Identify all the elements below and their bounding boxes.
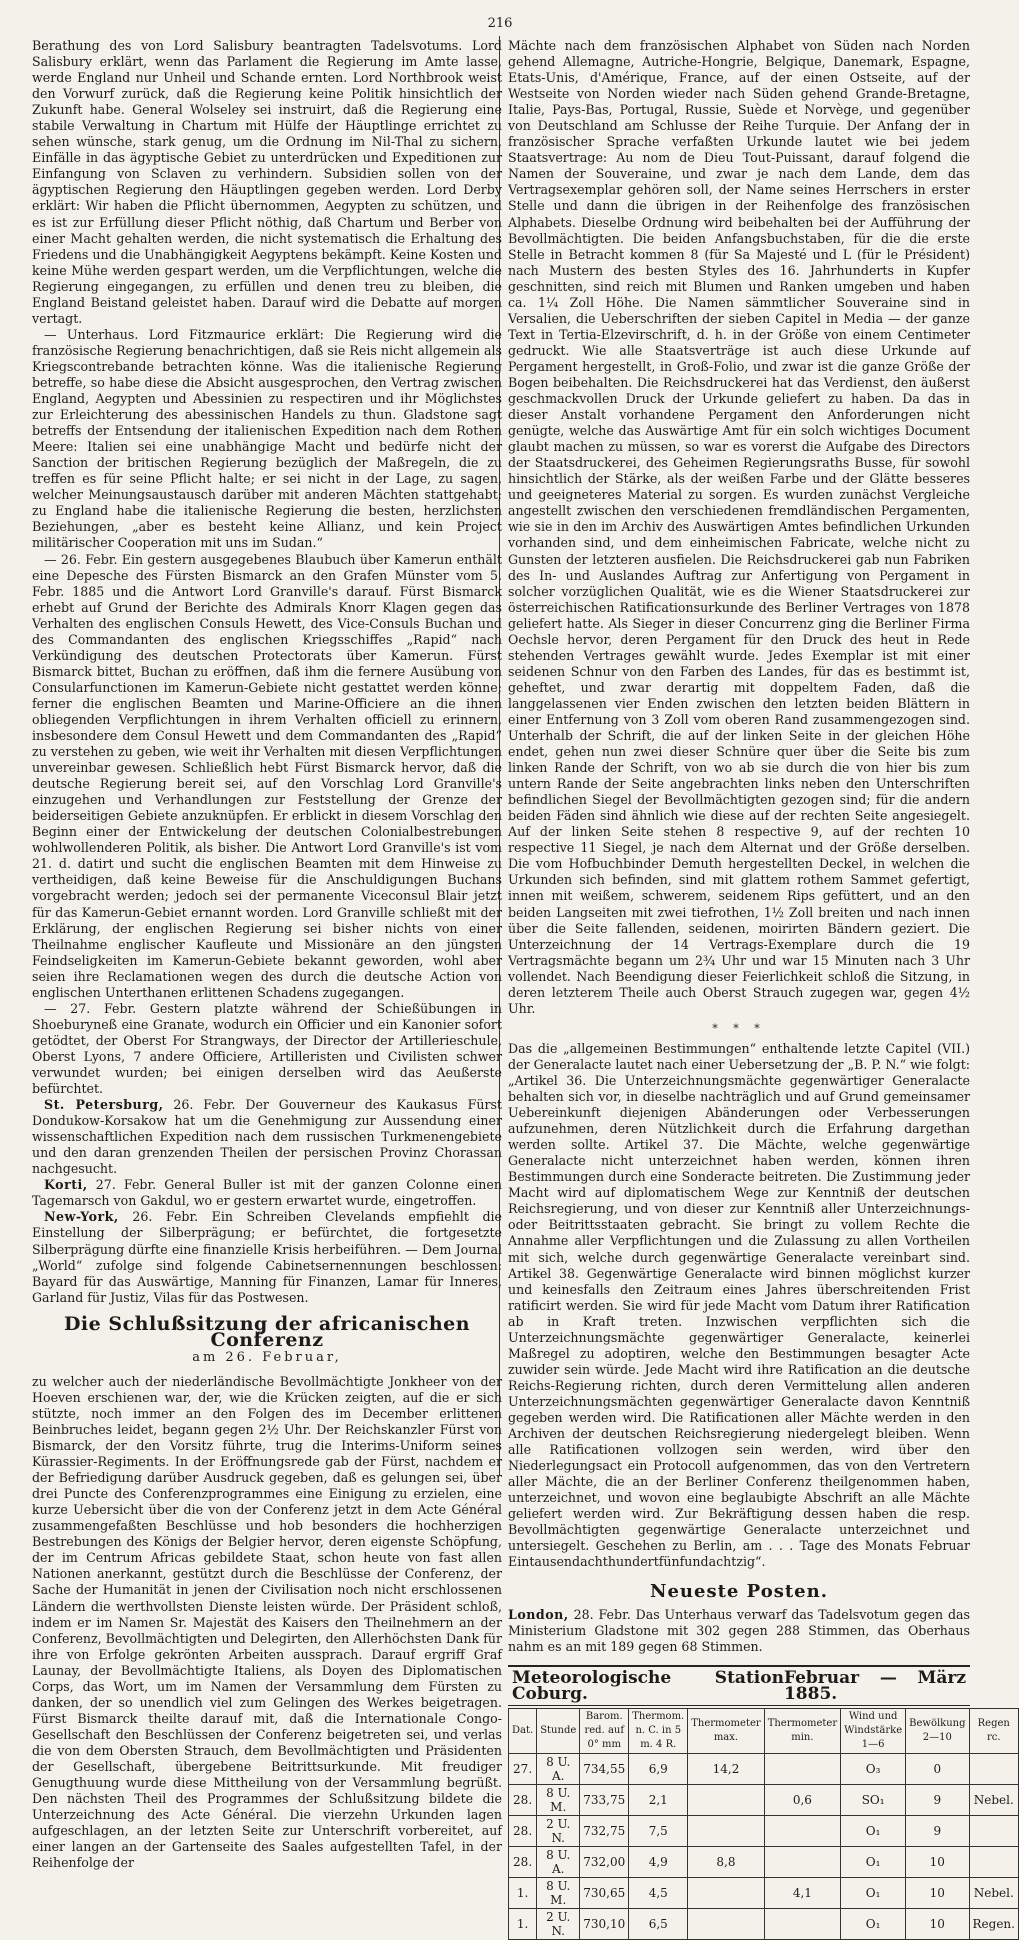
table-row <box>509 1753 1019 1784</box>
dispatch-text: 27. Febr. General Buller ist mit der ganzen Colonne einen Tagemarsch von Gakdul, wo er gestern erwartet wurde, eingetroffen. <box>32 1177 502 1209</box>
table-cell <box>764 1815 840 1846</box>
left-column <box>32 38 502 1871</box>
article-paragraph: — 26. Febr. Ein gestern ausgegebenes Blaubuch über Kamerun enthält eine Depesche des Fürsten Bismarck an den Grafen Münster vom 5. Febr. 1885 und die Antwort Lord Granville's darauf. Fürst Bismarck erhebt auf Grund der Berichte des Admirals Knorr Klagen gegen das Verhalten des englischen Consuls Hewett, des Vice-Consuls Buchan und des Commandanten des englischen Kriegsschiffes „Rapid“ nach Verkündigung des deutschen Protectorats über Kamerun. Fürst Bismarck bittet, Buchan zu eröffnen, daß ihm die fernere Ausübung von Consularfunctionen im Kamerun-Gebiete nicht gestattet werden könne; ferner die englischen Beamten und Marine-Officiere an die ihnen obliegenden Verpflichtungen in ihrem Verhalten officiell zu erinnern, insbesondere dem Consul Hewett und dem Commandanten des „Rapid“ zu verstehen zu geben, wie weit ihr Verhalten mit diesen Verpflichtungen unvereinbar gewesen. Schließlich hebt Fürst Bismarck hervor, daß die deutsche Regierung bereit sei, auf den Vorschlag Lord Granville's einzugehen und Verhandlungen zur Feststellung der Grenze der beiderseitigen Gebiete anzuknüpfen. Er erblickt in diesem Vorschlag den Beginn einer der Entwickelung der deutschen Colonialbestrebungen wohlwollenderen Politik, als bisher. Die Antwort Lord Granville's ist vom 21. d. datirt und sucht die englischen Beamten mit dem Hinweise zu vertheidigen, daß keine Beweise für die Anschuldigungen Buchans vorgebracht werden; jedoch sei der permanente Viceconsul Blair jetzt für das Kamerun-Gebiet ernannt worden. Lord Granville schließt mit der Erklärung, der englischen Regierung sei bisher nichts von einer Theilnahme englischer Kaufleute und Missionäre an den jüngsten Feindseligkeiten im Kamerun-Gebiete bekannt geworden, wohl aber seien ihre Reclamationen wegen des durch die deutsche Action von englischen Unterthanen erlittenen Schadens zugegangen. <box>32 551 502 1000</box>
table-cell: 4,1 <box>764 1877 840 1908</box>
table-cell: 732,75 <box>580 1815 629 1846</box>
table-cell: 8 U. A. <box>537 1753 580 1784</box>
meteo-header-cell: Thermometer max. <box>688 1708 764 1753</box>
table-cell: 2,1 <box>629 1784 688 1815</box>
table-cell: 8 U. M. <box>537 1877 580 1908</box>
table-cell: 8,8 <box>688 1846 764 1877</box>
table-row <box>509 1815 1019 1846</box>
article-paragraph: Mächte nach dem französischen Alphabet von Süden nach Norden gehend Allemagne, Autriche-Hongrie, Belgique, Danemark, Espagne, Etats-Unis, d'Amérique, France, auf der einen Ostseite, auf der Westseite von Norden wieder nach Süden gehend Grande-Bretagne, Italie, Pays-Bas, Portugal, Russie, Suède et Norvège, und gegenüber von Deutschland am Schlusse der Reihe Turquie. Der Anfang der in französischer Sprache verfaßten Urkunde lautet wie bei jedem Staatsvertrage: Au nom de Dieu Tout-Puissant, darauf folgend die Namen der Souveraine, und zwar je nach dem Lande, dem das Vertragsexemplar gehören soll, der Name seines Herrschers in erster Stelle und dann die übrigen in der Reihenfolge des französischen Alphabets. Dieselbe Ordnung wird beibehalten bei der Aufführung der Bevollmächtigten. Die beiden Anfangsbuchstaben, für die die erste Stelle in Betracht kommen 8 (für Sa Majesté und L (für le Président) nach Mustern des besten Styles des 16. Jahrhunderts in Kupfer geschnitten, sind reich mit Blumen und Ranken umgeben und haben ca. 1¼ Zoll Höhe. Die Namen sämmtlicher Souveraine sind in Versalien, die Ueberschriften der sieben Capitel in Media — der ganze Text in Tertia-Elzevirschrift, d. h. in der Größe von einem Centimeter gedruckt. Wie alle Staatsverträge ist auch diese Urkunde auf Pergament hergestellt, in Groß-Folio, und zwar ist die ganze Größe der Bogen beibehalten. Die Reichsdruckerei hat das Verdienst, den äußerst geschmackvollen Druck der Urkunde geliefert zu haben. Da das in dieser Anstalt vorhandene Pergament den Anforderungen nicht genügte, welche das Auswärtige Amt für ein solch wichtiges Document glaubt machen zu müssen, so war es vorerst die Aufgabe des Directors der Staatsdruckerei, des Geheimen Regierungsraths Busse, für sowohl hinsichtlich der Stärke, als der weißen Farbe und der Glätte besseres und geeigneteres Material zu sorgen. Es wurden zunächst Vergleiche angestellt zwischen den verschiedenen fremdländischen Pergamenten, wie sie in den im Archiv des Auswärtigen Amtes befindlichen Urkunden vorhanden sind, und dem einheimischen Fabricate, welche nicht zu Gunsten der letzteren ausfielen. Die Reichsdruckerei gab nun Fabriken des In- und Auslandes Auftrag zur Anfertigung von Pergament in solcher vorzüglichen Qualität, wie es die Wiener Staatsdruckerei zur österreichischen Ratificationsurkunde des Berliner Vertrages von 1878 geliefert hatte. Als Sieger in dieser Concurrenz ging die Berliner Firma Oechsle hervor, deren Pergament für den Druck des heut in Rede stehenden Vertrages gewählt wurde. Jedes Exemplar ist mit einer seidenen Schnur von den Farben des Landes, für das es bestimmt ist, geheftet, und zwar derartig mit doppeltem Faden, daß die langgelassenen vier Enden zwischen den letzten beiden Blättern in einer Entfernung von 3 Zoll vom oberen Rand zusammengezogen sind. Unterhalb der Schrift, die auf der linken Seite in der gleichen Höhe endet, gehen nun zwei dieser Schnüre quer über die Seite bis zum linken Rande der Schrift, von wo ab sie durch die von hier bis zum untern Rande der Seite angebrachten links neben den Unterschriften befindlichen Siegel der Bevollmächtigten gezogen sind; für die andern beiden Fäden sind ähnlich wie diese auf der rechten Seite angesiegelt. Auf der linken Seite stehen 8 respective 9, auf der rechten 10 respective 11 Siegel, je nach dem Alternat und der Größe derselben. Die vom Hofbuchbinder Demuth hergestellten Deckel, in welchen die Urkunden sich befinden, sind mit glattem rothem Sammet gefertigt, innen mit weißem, schwerem, seidenem Rips gefüttert, und an den beiden Langseiten mit zwei tiefrothen, 1½ Zoll breiten und nach innen über die Seite fallenden, seidenen, moirirten Bändern geziert. Die Unterzeichnung der 14 Vertrags-Exemplare durch die 19 Vertragsmächte begann um 2¾ Uhr und war 15 Minuten nach 3 Uhr vollendet. Nach Beendigung dieser Feierlichkeit schloß die Sitzung, in deren letzterem Theile auch Oberst Strauch zugegen war, gegen 4½ Uhr. <box>508 38 970 1016</box>
table-cell: 14,2 <box>688 1753 764 1784</box>
table-cell: SO₁ <box>841 1784 906 1815</box>
meteo-table-body <box>509 1753 1019 1939</box>
news-heading: Neueste Posten. <box>650 1581 828 1603</box>
table-cell <box>688 1815 764 1846</box>
meteo-title: Meteorologische Station Coburg. <box>512 1667 784 1704</box>
table-cell: Nebel. <box>969 1784 1018 1815</box>
table-row <box>509 1784 1019 1815</box>
table-cell <box>688 1908 764 1939</box>
table-cell <box>764 1908 840 1939</box>
table-cell: 28. <box>509 1784 537 1815</box>
table-cell: 9 <box>906 1815 969 1846</box>
news-paragraph <box>508 1607 970 1655</box>
table-cell: 8 U. M. <box>537 1784 580 1815</box>
dispatch-text: 26. Febr. Der Gouverneur des Kaukasus Fürst Dondukow-Korsakow hat um die Genehmigung zur Aussendung einer wissenschaftlichen Expedition nach dem russischen Turkmenengebiete und den daran grenzenden Theilen der persischen Provinz Chorassan nachgesucht. <box>32 1097 502 1177</box>
table-cell: 1. <box>509 1877 537 1908</box>
table-cell: 28. <box>509 1846 537 1877</box>
section-separator: * * * <box>712 1021 766 1035</box>
table-cell: O₁ <box>841 1846 906 1877</box>
table-cell: Nebel. <box>969 1877 1018 1908</box>
dispatch-paragraph <box>32 1209 502 1305</box>
table-cell <box>688 1784 764 1815</box>
table-cell: 10 <box>906 1846 969 1877</box>
table-cell: 6,9 <box>629 1753 688 1784</box>
meteo-header-row <box>509 1708 1019 1753</box>
table-row <box>509 1877 1019 1908</box>
table-cell: 9 <box>906 1784 969 1815</box>
table-cell <box>688 1877 764 1908</box>
article-paragraph: Berathung des von Lord Salisbury beantragten Tadelsvotums. Lord Salisbury erklärt, wenn das Parlament die Regierung im Amte lasse, werde England nur Unheil und Schande ernten. Lord Northbrook weist den Vorwurf zurück, daß die Regierung keine Politik hinsichtlich der Zukunft habe. General Wolseley sei instruirt, daß die Regierung eine stabile Verwaltung in Chartum mit Hülfe der Häuptlinge errichtet zu sehen wünsche, stark genug, um die Ordnung im Nil-Thal zu sichern, Einfälle in das ägyptische Gebiet zu unterdrücken und Expeditionen zur Einfangung von Sclaven zu verhindern. Subsidien sollen von der ägyptischen Regierung den Häuptlingen gegeben werden. Lord Derby erklärt: Wir haben die Pflicht übernommen, Aegypten zu schützen, und es ist zur Erfüllung dieser Pflicht nöthig, daß Chartum und Berber von einer Macht gehalten werden, die nicht systematisch die Erhaltung des Friedens und die Unabhängigkeit Aegyptens bekämpft. Keine Kosten und keine Mühe werden gespart werden, um die Verpflichtungen, welche die Regierung eingegangen, zu erfüllen und denen treu zu bleiben, die England Beistand geleistet haben. Darauf wird die Debatte auf morgen vertagt. <box>32 38 502 326</box>
news-text: 28. Febr. Das Unterhaus verwarf das Tadelsvotum gegen das Ministerium Gladstone mit 302 gegen 288 Stimmen, das Oberhaus nahm es an mit 189 gegen 68 Stimmen. <box>508 1606 970 1654</box>
dispatch-paragraph <box>32 1097 502 1177</box>
table-cell: 4,5 <box>629 1877 688 1908</box>
news-place: London, <box>508 1606 569 1622</box>
meteo-header-cell: Stunde <box>537 1708 580 1753</box>
table-cell: O₁ <box>841 1877 906 1908</box>
table-cell: O₁ <box>841 1908 906 1939</box>
table-row <box>509 1908 1019 1939</box>
table-cell: O₁ <box>841 1815 906 1846</box>
table-cell: 4,9 <box>629 1846 688 1877</box>
table-cell <box>969 1815 1018 1846</box>
table-cell <box>969 1846 1018 1877</box>
table-cell: 734,55 <box>580 1753 629 1784</box>
meteo-header-cell: Barom. red. auf 0° mm <box>580 1708 629 1753</box>
table-cell <box>764 1753 840 1784</box>
meteo-header-cell: Bewölkung 2—10 <box>906 1708 969 1753</box>
meteo-header-cell: Dat. <box>509 1708 537 1753</box>
table-cell: 6,5 <box>629 1908 688 1939</box>
meteo-title-bar <box>508 1665 970 1706</box>
table-cell: Regen. <box>969 1908 1018 1939</box>
meteo-table <box>508 1708 1019 1940</box>
table-cell: 730,65 <box>580 1877 629 1908</box>
table-cell: 0,6 <box>764 1784 840 1815</box>
dispatch-place: St. Petersburg, <box>44 1097 164 1113</box>
table-cell: 8 U. A. <box>537 1846 580 1877</box>
table-cell: 2 U. N. <box>537 1908 580 1939</box>
table-cell: 27. <box>509 1753 537 1784</box>
dispatch-place: Korti, <box>44 1177 88 1193</box>
table-cell: 2 U. N. <box>537 1815 580 1846</box>
table-cell: O₃ <box>841 1753 906 1784</box>
table-cell: 10 <box>906 1877 969 1908</box>
dispatch-paragraph <box>32 1177 502 1209</box>
table-cell <box>969 1753 1018 1784</box>
table-cell: 1. <box>509 1908 537 1939</box>
table-cell: 10 <box>906 1908 969 1939</box>
dispatch-text: 26. Febr. Ein Schreiben Clevelands empfiehlt die Einstellung der Silberprägung; er befürchtet, die fortgesetzte Silberprägung dürfte eine finanzielle Krisis herbeiführen. — Dem Journal „World“ zufolge sind folgende Cabinetsernennungen beschlossen: Bayard für das Auswärtige, Manning für Finanzen, Lamar für Inneres, Garland für Justiz, Vilas für das Postwesen. <box>32 1209 502 1305</box>
page-number: 216 <box>487 16 513 31</box>
table-cell: 0 <box>906 1753 969 1784</box>
meteo-header-cell: Thermom. n. C. in 5 m. 4 R. <box>629 1708 688 1753</box>
article-paragraph: — Unterhaus. Lord Fitzmaurice erklärt: Die Regierung wird die französische Regierung benachrichtigen, daß sie Reis nicht allgemein als Kriegscontrebande betrachten könne. Was die italienische Regierung betreffe, so habe diese die Absicht ausgesprochen, den Vertrag zwischen England, Aegypten und Abessinien zu respectiren und ihr Möglichstes zur Erleichterung des abessinischen Handels zu thun. Gladstone sagt betreffs der Entsendung der italienischen Expedition nach dem Rothen Meere: Italien sei eine unabhängige Macht und bedürfe nicht der Sanction der britischen Regierung bezüglich der Maßregeln, die zu treffen es für seine Pflicht halte; er sei nicht in der Lage, zu sagen, welcher Meinungsaustausch darüber mit anderen Mächten stattgehabt; zu England habe die italienische Regierung die besten, herzlichsten Beziehungen, „aber es besteht keine Allianz, und kein Project militärischer Cooperation mit uns im Sudan.“ <box>32 326 502 551</box>
table-row <box>509 1846 1019 1877</box>
conference-heading: Die Schlußsitzung der africanischen Conferenz <box>63 1312 471 1351</box>
meteo-header-cell: Regen rc. <box>969 1708 1018 1753</box>
conference-text: zu welcher auch der niederländische Bevollmächtigte Jonkheer von der Hoeven erschienen war, der, wie die Krücken zeigten, auf die er sich stützte, noch immer an den Folgen des im December erlittenen Beinbruches leidet, begann gegen 2½ Uhr. Der Reichskanzler Fürst von Bismarck, der den Vorsitz führte, trug die Interims-Uniform seines Kürassier-Regiments. In der Eröffnungsrede gab der Fürst, nachdem er der Befriedigung darüber Ausdruck gegeben, daß es gelungen sei, über drei Puncte des Conferenzprogrammes eine Einigung zu erzielen, eine kurze Uebersicht über die von der Conferenz jetzt in dem Acte Général zusammengefaßten Beschlüsse und hob besonders die hochherzigen Bestrebungen des Königs der Belgier hervor, deren eigenste Schöpfung, der im Centrum Africas gebildete Staat, schon heute von fast allen Nationen anerkannt, gestützt durch die Beschlüsse der Conferenz, der Sache der Humanität in jenen der Civilisation noch nicht erschlossenen Ländern die werthvollsten Dienste leisten würde. Der Präsident schloß, indem er im Namen Sr. Majestät des Kaisers den Theilnehmern an der Conferenz, Bevollmächtigten und Delegirten, den Allerhöchsten Dank für ihre von Erfolge gekrönten Arbeiten aussprach. Darauf ergriff Graf Launay, der Bevollmächtigte Italiens, als Doyen des Diplomatischen Corps, das Wort, um im Namen der Versammlung dem Fürsten zu danken, der so unendlich viel zum Gelingen des Werkes beigetragen. Fürst Bismarck theilte darauf mit, daß die Internationale Congo-Gesellschaft den Beschlüssen der Conferenz beigetreten sei, und verlas die von dem Obersten Strauch, dem Bevollmächtigten und Präsidenten der Gesellschaft, übergebene Beitrittsurkunde. Mit freudiger Genugthuung wurde diese Mittheilung von der Versammlung begrüßt. Den nächsten Theil des Programmes der Schlußsitzung bildete die Unterzeichnung des Acte Général. Die vierzehn Urkunden lagen aufgeschlagen, an der letzten Seite zur Unterschrift vorbereitet, auf einer langen an der Gartenseite des Saales aufgestellten Tafel, in der Reihenfolge der <box>32 1373 502 1871</box>
meteo-period: Februar — März 1885. <box>783 1667 966 1704</box>
conference-date: am 26. Februar, <box>192 1349 342 1365</box>
table-cell <box>764 1846 840 1877</box>
right-column <box>508 38 1015 1940</box>
table-cell: 732,00 <box>580 1846 629 1877</box>
article-paragraph: Das die „allgemeinen Bestimmungen“ enthaltende letzte Capitel (VII.) der Generalacte lautet nach einer Uebersetzung der „B. P. N.“ wie folgt: „Artikel 36. Die Unterzeichnungsmächte gegenwärtiger Generalacte behalten sich vor, in dieselbe nachträglich und auf Grund gemeinsamer Uebereinkunft diejenigen Abänderungen oder Verbesserungen aufzunehmen, deren Nützlichkeit durch die Erfahrung dargethan werden sollte. Artikel 37. Die Mächte, welche gegenwärtige Generalacte nicht unterzeichnet haben werden, können ihren Bestimmungen durch eine Sonderacte beitreten. Die Zustimmung jeder Macht wird auf diplomatischem Wege zur Kenntniß der deutschen Reichsregierung, und von dieser zur Kenntniß aller Unterzeichnungs- oder Beitrittsstaaten gebracht. Sie bringt zu vollem Rechte die Annahme aller Verpflichtungen und die Zulassung zu allen Vortheilen mit sich, welche durch gegenwärtige Generalacte vereinbart sind. Artikel 38. Gegenwärtige Generalacte wird binnen möglichst kurzer und keinesfalls den Zeitraum eines Jahres überschreitenden Frist ratificirt werden. Sie wird für jede Macht vom Datum ihrer Ratification ab in Kraft treten. Inzwischen verpflichten sich die Unterzeichnungsmächte gegenwärtiger Generalacte, keinerlei Maßregel zu adoptiren, welche den Bestimmungen besagter Acte zuwider sein würde. Jede Macht wird ihre Ratification an die deutsche Reichs-Regierung richten, durch deren Vermittelung allen anderen Unterzeichnungsmächten gegenwärtiger Generalacte davon Kenntniß gegeben werden wird. Die Ratificationen aller Mächte werden in den Archiven der deutschen Reichsregierung niedergelegt bleiben. Wenn alle Ratificationen vollzogen sein werden, wird über den Niederlegungsact ein Protocoll aufgenommen, das von den Vertretern aller Mächte, die an der Berliner Conferenz theilgenommen haben, unterzeichnet, und wovon eine beglaubigte Abschrift an alle Mächte geliefert werden wird. Zur Bekräftigung dessen haben die resp. Bevollmächtigten gegenwärtige Generalacte unterzeichnet und untersiegelt. Geschehen zu Berlin, am . . . Tage des Monats Februar Eintausendachthundertfünfundachtzig“. <box>508 1040 970 1570</box>
table-cell: 7,5 <box>629 1815 688 1846</box>
table-cell: 28. <box>509 1815 537 1846</box>
meteo-header-cell: Wind und Windstärke 1—6 <box>841 1708 906 1753</box>
article-paragraph: — 27. Febr. Gestern platzte während der Schießübungen in Shoeburyneß eine Granate, wodurch ein Officier und ein Kanonier sofort getödtet, der Oberst For Strangways, der Director der Artillerieschule, Oberst Lyons, 7 andere Officiere, Artilleristen und Civilisten schwer verwundet wurden; bei einigen derselben wird das Aeußerste befürchtet. <box>32 1000 502 1097</box>
table-cell: 733,75 <box>580 1784 629 1815</box>
dispatch-place: New-York, <box>44 1209 119 1225</box>
meteo-header-cell: Thermometer min. <box>764 1708 840 1753</box>
table-cell: 730,10 <box>580 1908 629 1939</box>
